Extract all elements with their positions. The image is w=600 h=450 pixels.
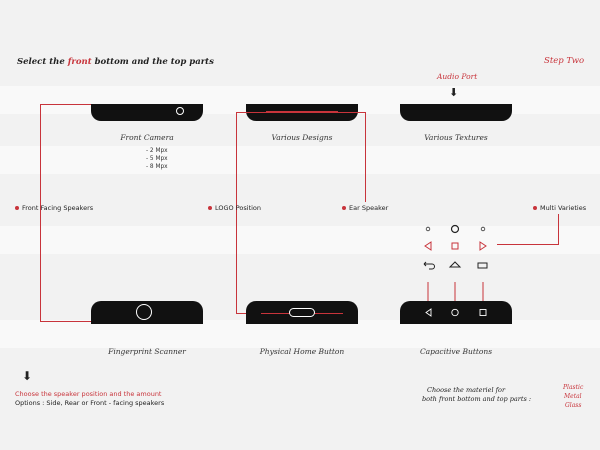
home-button-label: Physical Home Button	[259, 347, 345, 356]
capacitive-label: Capacitive Buttons	[419, 347, 493, 356]
square-icon	[452, 243, 458, 249]
title-highlight: front	[67, 57, 92, 67]
material-option: Glass	[565, 402, 582, 409]
recents-icon	[478, 263, 487, 268]
arrow-down-icon: ⬇	[449, 86, 459, 99]
speaker-title: Choose the speaker position and the amount	[15, 390, 162, 398]
back-icon	[426, 309, 431, 316]
material-option: Plastic	[563, 384, 584, 391]
various-textures-label: Various Textures	[424, 133, 488, 142]
dot-icon	[426, 227, 430, 231]
front-speakers-label: Front Facing Speakers	[15, 204, 93, 212]
material-line-1: Choose the materiel for	[427, 386, 506, 394]
back-icon	[424, 262, 435, 269]
ear-speaker-label: Ear Speaker	[342, 204, 388, 212]
capacitive-icons	[400, 301, 512, 324]
step-label: Step Two	[544, 56, 585, 66]
material-line-2: both front bottom and top parts :	[422, 395, 532, 403]
phone-bottom-home	[246, 301, 358, 324]
title-text: Select the	[17, 57, 68, 67]
home-button-icon	[289, 308, 315, 317]
home-circle-icon	[452, 309, 458, 315]
fingerprint-label: Fingerprint Scanner	[108, 347, 186, 356]
arrow-down-icon: ⬇	[22, 369, 33, 383]
dot-icon	[481, 227, 485, 231]
recents-icon	[480, 310, 486, 316]
home-circle-icon	[452, 226, 459, 233]
phone-bottom-capacitive	[400, 301, 512, 324]
phone-bottom-fingerprint	[91, 301, 203, 324]
camera-option: - 5 Mpx	[146, 156, 168, 162]
multi-varieties-label: Multi Varieties	[533, 204, 586, 212]
material-option: Metal	[564, 393, 582, 400]
camera-option: - 8 Mpx	[146, 164, 168, 170]
camera-option: - 2 Mpx	[146, 148, 168, 154]
various-designs-label: Various Designs	[271, 133, 333, 142]
title-text-end: bottom and the top parts	[91, 57, 214, 67]
speaker-options: Options : Side, Rear or Front - facing speakers	[15, 399, 165, 407]
fingerprint-button-icon	[136, 304, 152, 320]
logo-position-label: LOGO Position	[208, 204, 261, 212]
forward-triangle-icon	[480, 242, 486, 250]
front-camera-label: Front Camera	[120, 133, 174, 142]
back-triangle-icon	[425, 242, 431, 250]
audio-port-label: Audio Port	[437, 72, 478, 81]
home-icon	[450, 262, 460, 267]
